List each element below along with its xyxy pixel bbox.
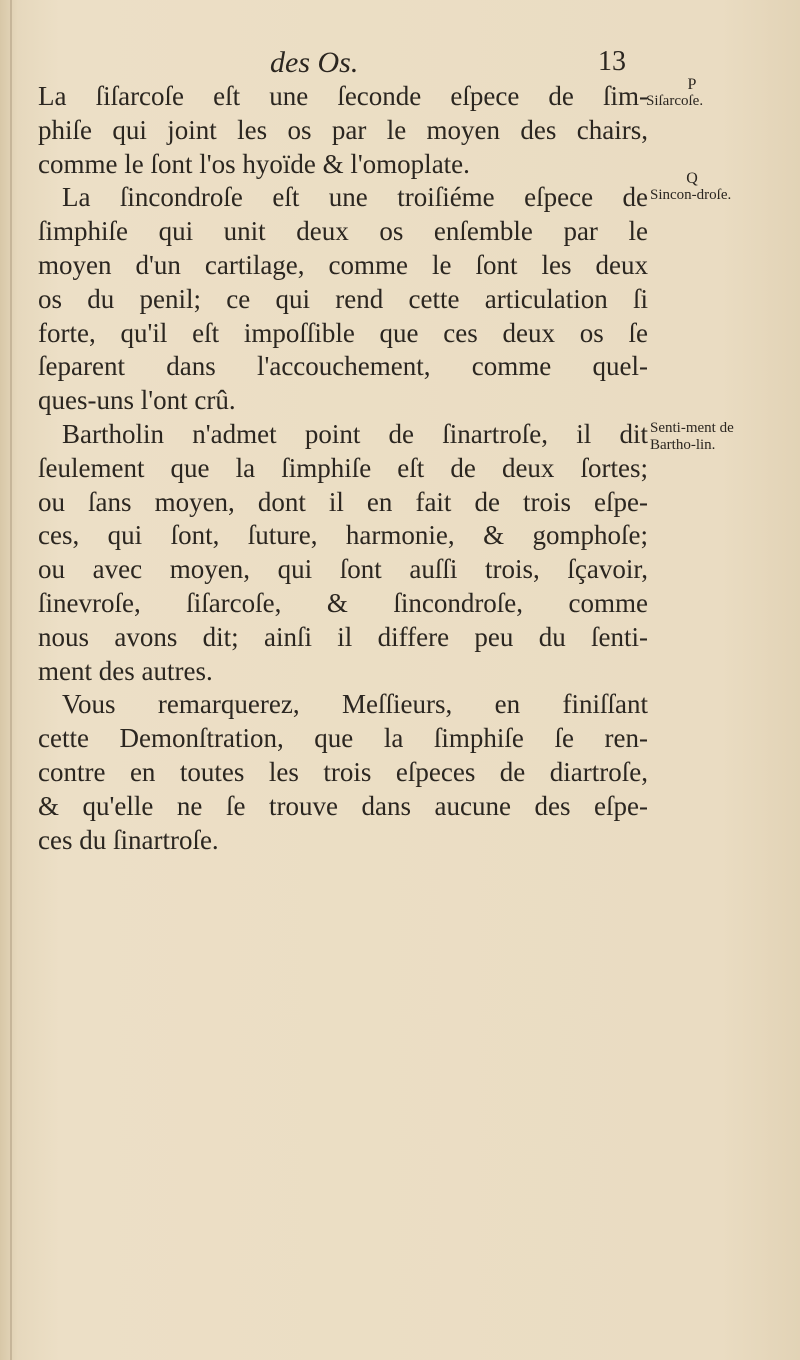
text-line: ſimphiſe qui unit deux os enſemble par le [38,216,648,247]
text-line: ces, qui ſont, ſuture, harmonie, & gomphoſe; [38,520,648,551]
text-line: ou ſans moyen, dont il en fait de trois eſpe- [38,486,648,517]
margin-note-sisarcose [646,76,738,110]
page-gutter [10,0,12,1360]
text-line: forte, qu'il eſt impoſſible que ces deux os ſe [38,317,648,348]
text-line: cette Demonſtration, que la ſimphiſe ſe ren- [38,723,648,754]
text-line: ou avec moyen, qui ſont auſſi trois, ſçavoir, [38,554,648,585]
text-line: ſeulement que la ſimphiſe eſt de deux ſortes; [38,452,648,483]
margin-note-sentiment-bartholin [650,420,738,454]
text-line: moyen d'un cartilage, comme le ſont les deux [38,249,648,280]
text-line: contre en toutes les trois eſpeces de diartroſe, [38,756,648,787]
text-line: phiſe qui joint les os par le moyen des chairs, [38,114,648,145]
text-line: La ſincondroſe eſt une troiſiéme eſpece de [62,182,648,213]
text-line: os du penil; ce qui rend cette articulation ſi [38,283,648,314]
text-line: nous avons dit; ainſi il differe peu du ſenti- [38,621,648,652]
page-number: 13 [598,46,626,77]
margin-note-text: Siſarcoſe. [646,93,704,109]
text-line: & qu'elle ne ſe trouve dans aucune des eſpe- [38,790,648,821]
margin-note-key: P [687,76,697,93]
text-line: ment des autres. [38,655,213,686]
margin-note-sincondrose [650,170,734,204]
margin-note-key: Q [686,170,698,187]
text-line: comme le ſont l'os hyoïde & l'omoplate. [38,148,470,179]
text-line: ces du ſinartroſe. [38,824,219,855]
text-line: ques-uns l'ont crû. [38,385,236,416]
running-title: des Os. [270,46,359,79]
text-line: La ſiſarcoſe eſt une ſeconde eſpece de ſim- [38,81,648,111]
margin-note-text: Sincon-droſe. [650,187,732,203]
text-line: Vous remarquerez, Meſſieurs, en finiſſant [62,689,648,720]
margin-note-text: Senti-ment de Bartho-lin. [650,420,734,453]
text-line: Bartholin n'admet point de ſinartroſe, il dit [62,418,648,449]
body-text [38,80,648,857]
text-line: ſeparent dans l'accouchement, comme quel- [38,351,648,382]
text-line: ſinevroſe, ſiſarcoſe, & ſincondroſe, comme [38,587,648,618]
